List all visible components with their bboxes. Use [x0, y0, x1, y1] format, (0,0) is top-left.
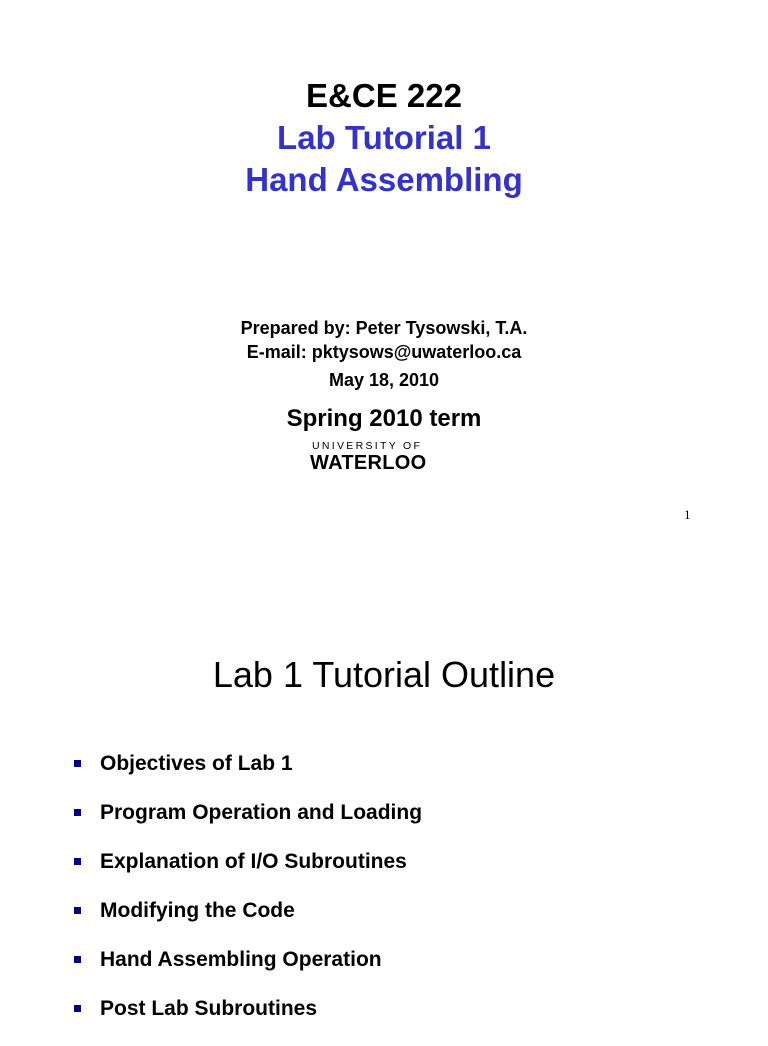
square-bullet-icon — [74, 907, 81, 914]
term-label: Spring 2010 term — [286, 405, 482, 432]
university-logo — [310, 440, 455, 476]
outline-item-text: Hand Assembling Operation — [100, 948, 382, 971]
course-code: E&CE 222 — [306, 77, 462, 114]
outline-item-text: Modifying the Code — [100, 899, 295, 922]
outline-item-text: Explanation of I/O Subroutines — [100, 850, 407, 873]
square-bullet-icon — [74, 760, 81, 767]
outline-title: Lab 1 Tutorial Outline — [212, 654, 556, 695]
slide-title-line-2: Hand Assembling — [245, 161, 523, 198]
logo-waterloo: WATERLOO — [310, 452, 427, 474]
slide-title-line-1: Lab Tutorial 1 — [277, 119, 491, 156]
prepared-by: Prepared by: Peter Tysowski, T.A. — [240, 318, 528, 338]
square-bullet-icon — [74, 1005, 81, 1012]
outline-item-text: Post Lab Subroutines — [100, 997, 318, 1020]
logo-university-of: UNIVERSITY OF — [312, 440, 423, 452]
square-bullet-icon — [74, 809, 81, 816]
presentation-date: May 18, 2010 — [328, 370, 440, 390]
square-bullet-icon — [74, 858, 81, 865]
outline-item-text: Objectives of Lab 1 — [100, 752, 293, 775]
outline-item-text: Program Operation and Loading — [100, 801, 423, 824]
page-number: 1 — [684, 507, 691, 522]
square-bullet-icon — [74, 956, 81, 963]
author-email: E-mail: pktysows@uwaterloo.ca — [246, 342, 522, 362]
outline-slide — [0, 600, 768, 1024]
